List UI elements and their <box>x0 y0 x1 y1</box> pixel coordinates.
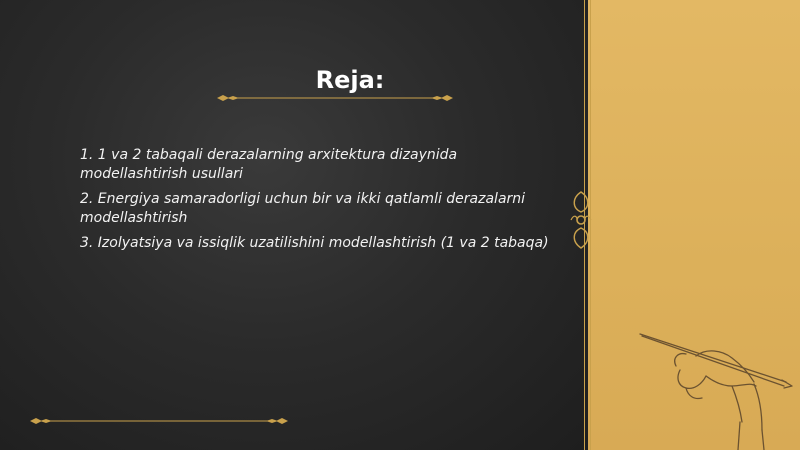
ornamental-rule-icon <box>28 415 290 427</box>
agenda-item: 3. Izolyatsiya va issiqlik uzatilishini modellashtirish (1 va 2 tabaqa) <box>80 235 549 251</box>
hand-writing-with-pen-icon <box>636 326 796 450</box>
agenda-item: 1. 1 va 2 tabaqali derazalarning arxitektura dizaynida modellashtirish usullari <box>80 147 458 182</box>
ornamental-rule-icon <box>215 92 455 104</box>
scroll-ornament-icon <box>568 190 594 250</box>
agenda-list <box>80 146 560 259</box>
slide-title: Reja: <box>315 66 385 94</box>
agenda-item: 2. Energiya samaradorligi uchun bir va ikki qatlamli derazalarni modellashtirish <box>80 191 526 226</box>
